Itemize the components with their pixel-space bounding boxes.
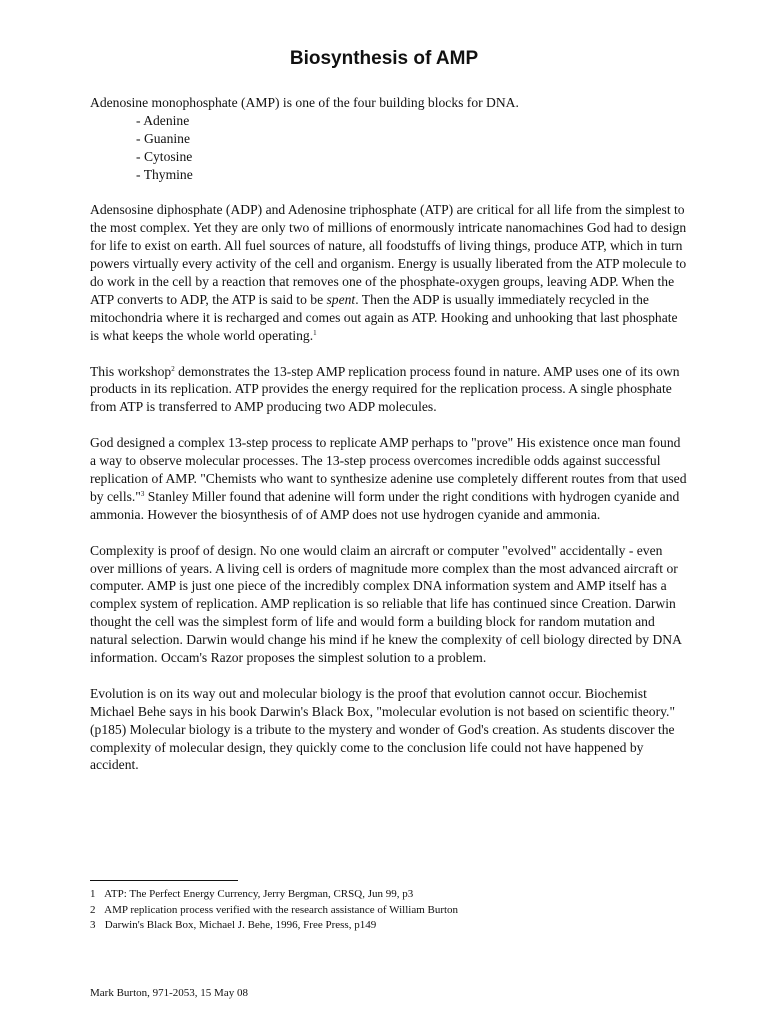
footnote-ref-1: 1 [313,328,317,337]
paragraph-workshop [90,363,688,417]
paragraph-atp-adp [90,201,688,344]
paragraph-design [90,434,688,524]
paragraph-text: . Then the ADP is usually immediately recycled in the mitochondria where it is recharged and comes out again as ATP. Hooking and unhooking that last phosphate is what keeps the whole world operating. [90,291,678,343]
dna-bases-list [90,112,688,184]
footnote-divider [90,880,238,881]
list-item-adenine: - Adenine [136,112,688,130]
paragraph-text: This workshop [90,363,172,379]
paragraph-text: Stanley Miller found that adenine will form under the right conditions with hydrogen cyanide and ammonia. However the biosynthesis of of AMP does not use hydrogen cyanide and ammonia. [90,488,680,522]
emphasis-spent: spent [326,291,356,307]
page-footer: Mark Burton, 971-2053, 15 May 08 [90,987,248,999]
paragraph-text: Adensosine diphosphate (ADP) and Adenosine triphosphate (ATP) are critical for all life from the simplest to the most complex. Yet they are only two of millions of enormously intricate nanomachines God had to design for life to exist on earth. All fuel sources of nature, all foodstuffs of living things, produce ATP, which in turn powers virtually every activity of the cell and organism. Energy is usually liberated from the ATP molecule to do work in the cell by a reaction that removes one of the phosphate-oxygen groups, leaving ADP. When the ATP converts to ADP, the ATP is said to be [90,202,687,307]
paragraph-text: God designed a complex 13-step process to replicate AMP perhaps to "prove" His existence once man found a way to observe molecular processes. The 13-step process overcomes incredible odds against successful replication of AMP. "Chemists who want to synthesize adenine use completely different routes from that used by cells." [90,435,687,504]
list-item-cytosine: - Cytosine [136,148,688,166]
paragraph-text: demonstrates the 13-step AMP replication process found in nature. AMP uses one of its own products in its replication. ATP provides the energy required for the replication process. A single phosphate from ATP is transferred to AMP producing two ADP molecules. [90,363,680,415]
footnote-number: 2 [90,903,96,916]
footnote-text: ATP: The Perfect Energy Currency, Jerry Bergman, CRSQ, Jun 99, p3 [104,888,414,900]
footnote-2 [90,903,690,919]
paragraph-evolution: Evolution is on its way out and molecular biology is the proof that evolution cannot occur. Biochemist Michael Behe says in his book Darwin's Black Box, "molecular evolution is not based on scientific theory." (p185) Molecular biology is a tribute to the mystery and wonder of God's creation. As students discover the complexity of molecular design, they quickly come to the conclusion life could not have happened by accident. [90,685,675,773]
footnote-number: 3 [90,919,96,931]
footnote-ref-3: 3 [140,489,145,498]
paragraph-complexity: Complexity is proof of design. No one would claim an aircraft or computer "evolved" accidentally - even over millions of years. A living cell is orders of magnitude more complex than the most advanced aircraft or computer. AMP is just one piece of the incredibly complex DNA information system and AMP itself has a complex system of replication. AMP replication is so reliable that life has continued since Creation. Darwin thought the cell was the simplest form of life and would form a building block for random mutation and natural selection. Darwin would change his mind if he knew the complexity of cell biology directed by DNA information. Occam's Razor proposes the simplest solution to a problem. [90,542,682,666]
footnote-3 [90,918,690,934]
list-item-guanine: - Guanine [136,130,688,148]
footnote-number: 1 [90,888,96,900]
intro-block [90,94,688,184]
list-item-thymine: - Thymine [136,166,688,184]
footnote-text: AMP replication process verified with the research assistance of William Burton [104,903,459,916]
footnotes [90,887,690,934]
footnote-text: Darwin's Black Box, Michael J. Behe, 1996, Free Press, p149 [104,919,377,931]
intro-sentence: Adenosine monophosphate (AMP) is one of the four building blocks for DNA. [90,95,519,110]
document-body [90,94,688,792]
footnote-ref-2: 2 [171,364,175,373]
footnote-1 [90,887,690,903]
document-title: Biosynthesis of AMP [289,48,479,69]
